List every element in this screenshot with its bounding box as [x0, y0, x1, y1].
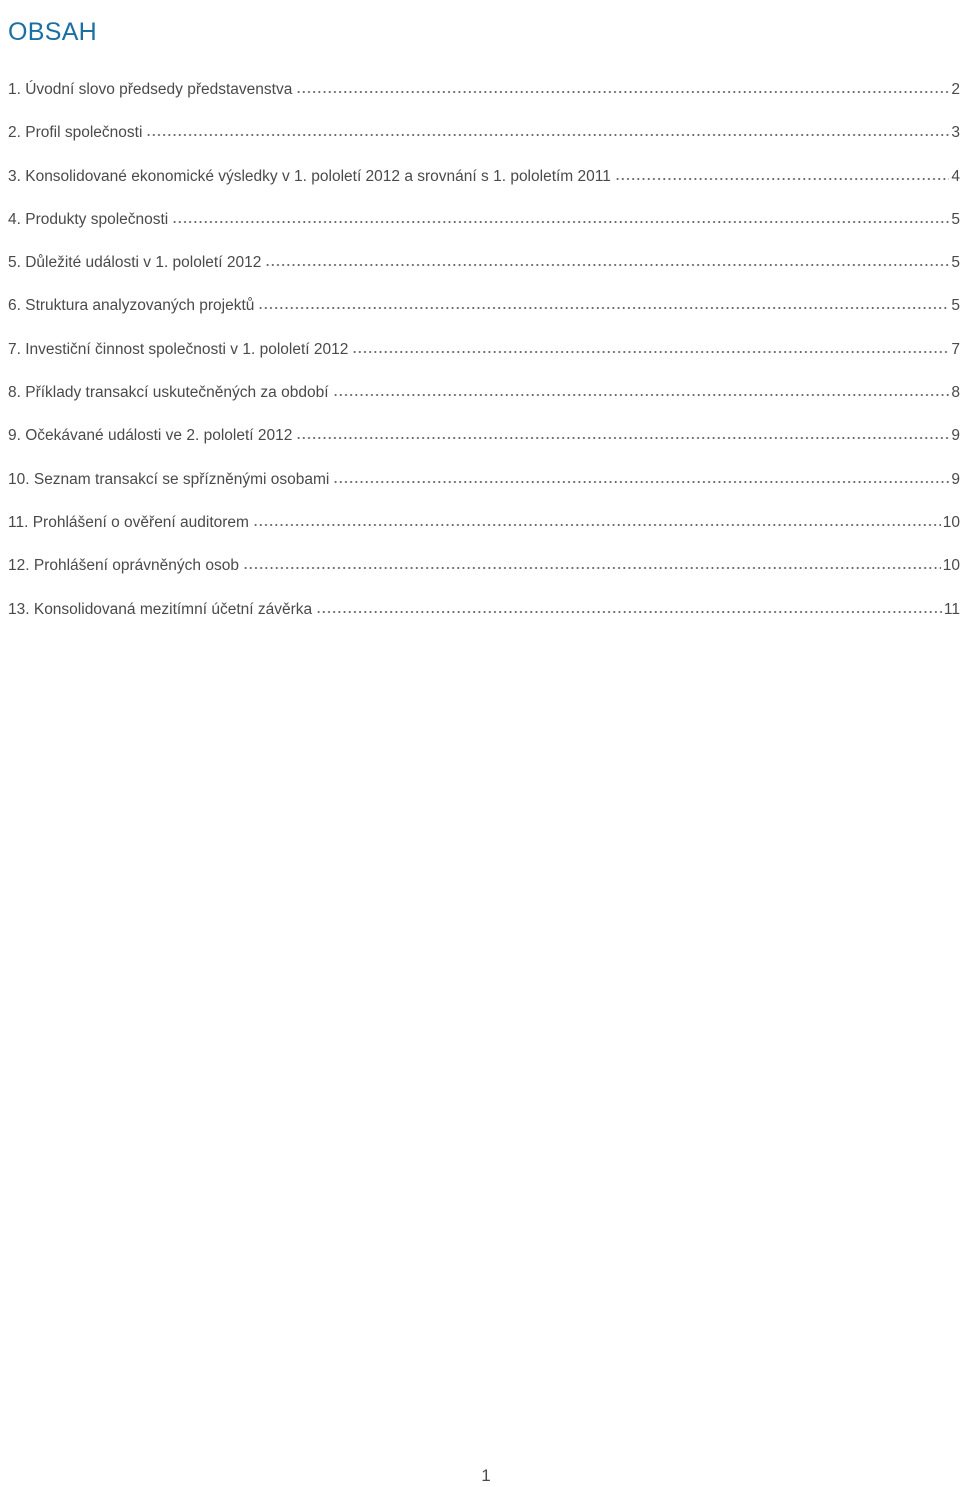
dot-leader [253, 513, 941, 527]
toc-item-page: 3 [951, 124, 960, 142]
toc-item-label: 5. Důležité události v 1. pololetí 2012 [8, 254, 262, 272]
toc-item-label: 12. Prohlášení oprávněných osob [8, 557, 239, 575]
toc-item-label: 9. Očekávané události ve 2. pololetí 2012 [8, 427, 293, 445]
toc-item-label: 7. Investiční činnost společnosti v 1. pololetí 2012 [8, 340, 349, 358]
dot-leader [172, 210, 949, 224]
toc-item-page: 5 [951, 297, 960, 315]
toc-item-12[interactable] [8, 553, 960, 596]
toc-item-11[interactable] [8, 510, 960, 553]
dot-leader [615, 167, 950, 181]
page-title: OBSAH [8, 17, 98, 46]
dot-leader [146, 123, 949, 137]
toc-item-7[interactable] [8, 337, 960, 380]
toc-item-page: 5 [951, 210, 960, 228]
dot-leader [296, 426, 949, 440]
toc-item-label: 6. Struktura analyzovaných projektů [8, 297, 255, 315]
toc-item-label: 3. Konsolidované ekonomické výsledky v 1. pololetí 2012 a srovnání s 1. pololetím 2011 [8, 167, 611, 185]
dot-leader [243, 556, 941, 570]
toc-item-label: 2. Profil společnosti [8, 124, 143, 142]
toc-item-page: 10 [942, 557, 960, 575]
dot-leader [258, 296, 949, 310]
dot-leader [333, 470, 949, 484]
dot-leader [296, 80, 949, 94]
dot-leader [316, 600, 942, 614]
toc-item-page: 9 [951, 427, 960, 445]
toc-item-label: 1. Úvodní slovo předsedy představenstva [8, 81, 293, 98]
toc-item-10[interactable] [8, 467, 960, 510]
page-number: 1 [481, 1466, 491, 1485]
toc-item-label: 10. Seznam transakcí se spřízněnými osobami [8, 470, 330, 488]
dot-leader [352, 340, 949, 354]
toc-item-page: 7 [951, 340, 960, 358]
toc-item-5[interactable] [8, 250, 960, 293]
toc-item-page: 11 [943, 600, 960, 618]
toc-item-page: 2 [951, 81, 960, 98]
toc-item-label: 8. Příklady transakcí uskutečněných za období [8, 384, 329, 402]
dot-leader [265, 253, 949, 267]
toc-item-page: 9 [951, 470, 960, 488]
toc-item-1[interactable] [8, 77, 960, 120]
toc-item-label: 13. Konsolidovaná mezitímní účetní závěrka [8, 600, 313, 618]
toc-item-2[interactable] [8, 120, 960, 163]
toc-item-4[interactable] [8, 207, 960, 250]
toc-item-label: 4. Produkty společnosti [8, 210, 169, 228]
toc-item-page: 8 [951, 384, 960, 402]
toc-item-page: 10 [942, 513, 960, 531]
toc-item-8[interactable] [8, 380, 960, 423]
toc-item-3[interactable] [8, 164, 960, 207]
toc-item-13[interactable] [8, 597, 960, 640]
table-of-contents [8, 77, 960, 640]
toc-item-label: 11. Prohlášení o ověření auditorem [8, 513, 249, 531]
toc-item-page: 4 [951, 167, 960, 185]
toc-item-9[interactable] [8, 423, 960, 466]
dot-leader [333, 383, 950, 397]
toc-item-page: 5 [951, 254, 960, 272]
toc-item-6[interactable] [8, 293, 960, 336]
